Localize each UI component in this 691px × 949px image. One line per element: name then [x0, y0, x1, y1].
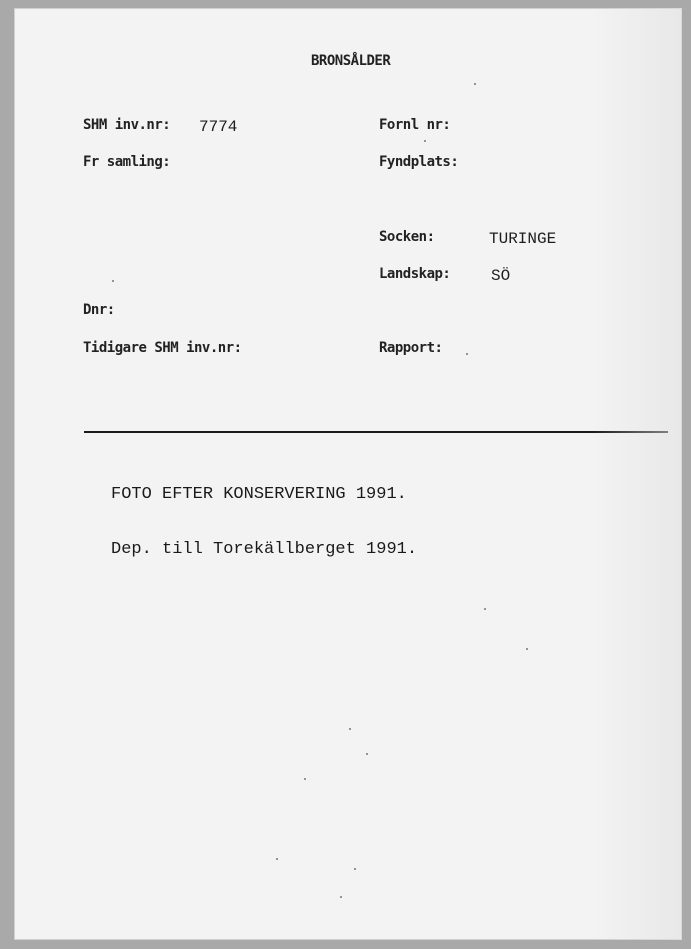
note-line-1: FOTO EFTER KONSERVERING 1991.	[111, 485, 407, 504]
scan-speck	[349, 728, 351, 730]
socken-label: Socken:	[379, 229, 435, 245]
scan-speck	[112, 280, 114, 282]
divider-line	[84, 431, 668, 433]
shm-inv-value: 7774	[199, 118, 238, 136]
scan-speck	[466, 353, 468, 355]
note-line-2: Dep. till Torekällberget 1991.	[111, 540, 418, 559]
scan-speck	[526, 648, 528, 650]
fr-samling-label: Fr samling:	[83, 154, 171, 170]
dnr-label: Dnr:	[83, 302, 115, 318]
scan-speck	[474, 83, 476, 85]
socken-value: TURINGE	[489, 230, 557, 248]
scan-speck	[366, 753, 368, 755]
catalog-card	[14, 8, 682, 940]
fyndplats-label: Fyndplats:	[379, 154, 459, 170]
scan-speck	[424, 140, 426, 142]
tidigare-label: Tidigare SHM inv.nr:	[83, 340, 242, 356]
landskap-value: SÖ	[491, 267, 511, 285]
rapport-label: Rapport:	[379, 340, 443, 356]
card-title: BRONSÅLDER	[311, 53, 391, 69]
fornl-label: Fornl nr:	[379, 117, 451, 133]
scan-speck	[276, 858, 278, 860]
scan-speck	[354, 868, 356, 870]
landskap-label: Landskap:	[379, 266, 451, 282]
scan-speck	[304, 778, 306, 780]
shm-inv-label: SHM inv.nr:	[83, 117, 171, 133]
scan-speck	[484, 608, 486, 610]
scan-speck	[340, 896, 342, 898]
